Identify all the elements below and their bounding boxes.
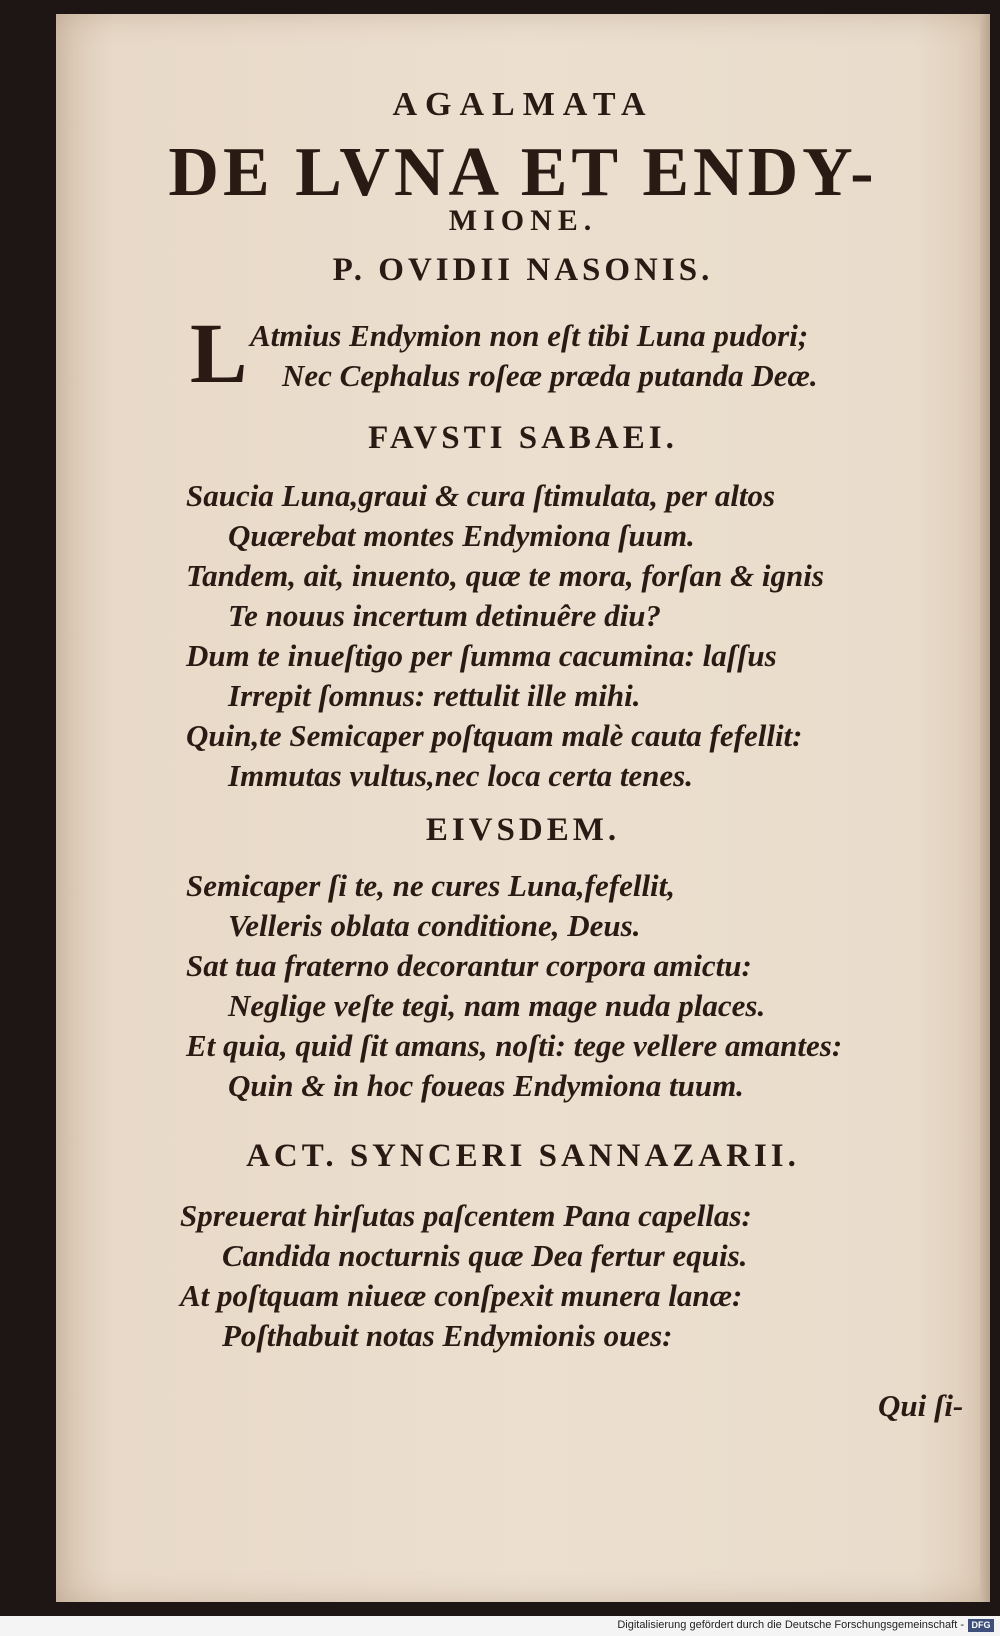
main-title: DE LVNA ET ENDY-	[168, 134, 878, 211]
catchword: Qui ſi-	[878, 1388, 964, 1423]
main-title-continuation: MIONE.	[448, 204, 598, 237]
verse-line: Poſthabuit notas Endymionis oues:	[222, 1318, 673, 1353]
verse-line: Atmius Endymion non eſt tibi Luna pudori;	[250, 318, 809, 353]
verse-line: At poſtquam niueæ conſpexit munera lanæ:	[180, 1278, 743, 1313]
verse-line: Irrepit ſomnus: rettulit ille mihi.	[228, 678, 641, 713]
verse-line: Quin,te Semicaper poſtquam malè cauta fefellit:	[186, 718, 803, 753]
footer-credit: Digitalisierung gefördert durch die Deutsche Forschungsgemeinschaft -	[617, 1619, 964, 1631]
section-heading-fausti: FAVSTI SABAEI.	[368, 420, 678, 456]
dfg-logo: DFG	[968, 1619, 994, 1632]
section-heading-ovid: P. OVIDII NASONIS.	[332, 252, 714, 288]
verse-line: Quin & in hoc foueas Endymiona tuum.	[228, 1068, 744, 1103]
verse-line: Nec Cephalus roſeæ præda putanda Deæ.	[282, 358, 818, 393]
verse-line: Neglige veſte tegi, nam mage nuda places.	[228, 988, 766, 1023]
verse-line: Et quia, quid ſit amans, noſti: tege vellere amantes:	[186, 1028, 843, 1063]
verse-line: Saucia Luna,graui & cura ſtimulata, per altos	[186, 478, 776, 513]
verse-line: Velleris oblata conditione, Deus.	[228, 908, 641, 943]
running-head: AGALMATA	[392, 86, 654, 123]
verse-line: Immutas vultus,nec loca certa tenes.	[228, 758, 693, 793]
verse-line: Spreuerat hirſutas paſcentem Pana capellas:	[180, 1198, 752, 1233]
section-heading-sannazarii: ACT. SYNCERI SANNAZARII.	[246, 1138, 800, 1174]
verse-line: Quærebat montes Endymiona ſuum.	[228, 518, 695, 553]
verse-line: Semicaper ſi te, ne cures Luna,fefellit,	[186, 868, 676, 903]
section-heading-eiusdem: EIVSDEM.	[425, 812, 621, 848]
verse-line: Candida nocturnis quæ Dea fertur equis.	[222, 1238, 748, 1273]
drop-cap: L	[190, 305, 248, 401]
verse-line: Sat tua fraterno decorantur corpora amictu:	[186, 948, 752, 983]
verse-line: Dum te inueſtigo per ſumma cacumina: laſſus	[186, 638, 777, 673]
verse-line: Te nouus incertum detinuêre diu?	[228, 598, 661, 633]
verse-line: Tandem, ait, inuento, quæ te mora, forſan & ignis	[186, 558, 824, 593]
